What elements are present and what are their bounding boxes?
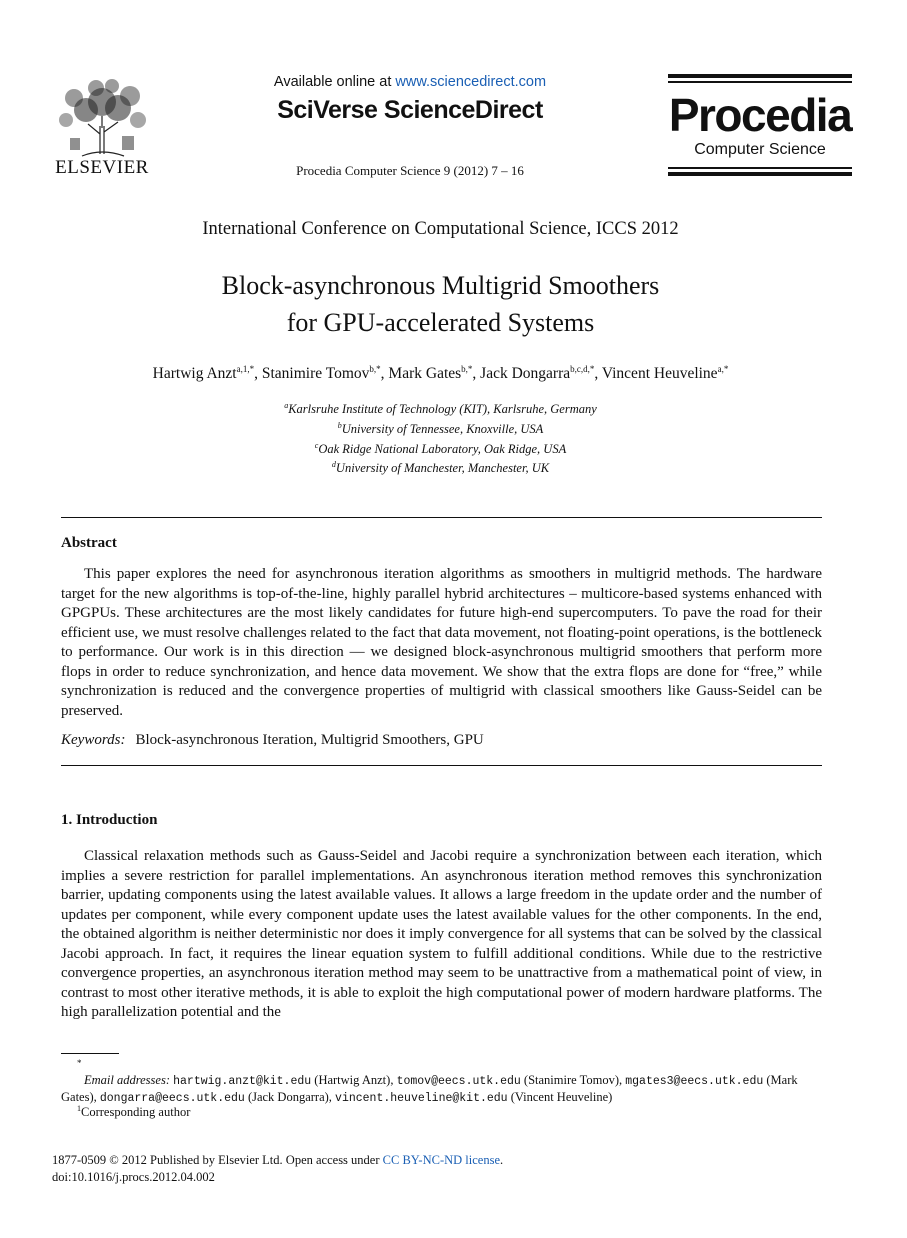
sciencedirect-link[interactable]: www.sciencedirect.com [395,74,547,90]
affiliation-text: Oak Ridge National Laboratory, Oak Ridge, USA [318,441,567,456]
available-prefix: Available online at [273,74,396,90]
platform-logo: SciVerse ScienceDirect [277,96,543,124]
author-list: Hartwig Anzt$^{a,1,*}$, Stanimire Tomov$^{b,*}$, Mark Gates$^{b,*}$, Jack Dongarra$^{b,c,d,*}$, Vincent Heuveline$^{a,*}$ [152,364,729,383]
journal-citation: Procedia Computer Science 9 (2012) 7 – 16 [296,163,524,178]
email-footnote: Email addresses: hartwig.anzt@kit.edu (Hartwig Anzt), tomov@eecs.utk.edu (Stanimire Tomov), mgates3@eecs.utk.edu (Mark Gates), dongarra@eecs.utk.edu (Jack Dongarra), vincent.heuveline@kit.edu (Vincent Heuveline) [61,1073,798,1105]
introduction-paragraph: Classical relaxation methods such as Gauss-Seidel and Jacobi require a synchronization between each iteration, which implies a severe restriction for parallel implementations. An asynchronous iteration method removes this synchronization barrier, updating components using the latest available values. It allows a large freedom in the update order and the number of updates per component, while every component update uses the latest available values for the other components. In the end, the obtained algorithm is neither deterministic nor does it imply convergence for all systems that can be solved by the classical Jacobi approach. In fact, it requires the linear equation system to fulfill additional conditions. While due to the restrictive convergence properties, an asynchronous iteration method may seem to be unattractive from a mathematical point of view, in contrast to most other iterative methods, it is able to exploit the high computational power of modern hardware platforms. The high parallelization potential and the [61,848,822,1020]
logo-rule [668,167,852,169]
affiliation [0,418,881,438]
email-owner: (Jack Dongarra) [247,1089,329,1104]
logo-rule [668,81,852,83]
email-label: Email addresses: [84,1073,170,1087]
keywords-label: Keywords: [61,732,126,748]
title-line-2: for GPU-accelerated Systems [286,308,595,337]
abstract-heading: Abstract [61,535,117,551]
paper-title [0,267,881,341]
logo-rule [668,172,852,176]
author-name: Vincent Heuveline [601,365,718,383]
abstract-paragraph: This paper explores the need for asynchronous iteration algorithms as smoothers in multigrid methods. The hardware target for the new algorithms is top-of-the-line, highly parallel hybrid architectures – multicore-based systems enhanced with GPGPUs. These architectures are the most likely candidates for future high-end supercomputers. To pave the road for their efficient use, we must resolve challenges related to the fact that data movement, not floating-point operations, is the bottleneck to performance. Our work is in this direction — we designed block-asynchronous multigrid smoothers that perform more flops in order to reduce synchronization, and hence data movement. We show that the extra flops are done for “free,” while synchronization is reduced and the convergence properties of multigrid with classical smoothers like Gauss-Seidel can be preserved. [61,566,822,719]
affiliation-text: University of Manchester, Manchester, UK [335,461,550,476]
available-online [210,74,610,90]
keywords [61,732,484,749]
abstract-body [61,565,822,721]
email-address[interactable]: tomov@eecs.utk.edu [396,1075,521,1088]
affiliation-sup: d [331,460,336,470]
email-address[interactable]: hartwig.anzt@kit.edu [173,1075,312,1088]
affiliation-list [0,398,881,477]
affiliation-sup: b [337,420,342,430]
affiliation [0,457,881,477]
affiliation [0,438,881,458]
affiliation-sup: c [314,440,319,450]
conference-name: International Conference on Computational Science, ICCS 2012 [202,219,679,239]
doi: doi:10.1016/j.procs.2012.04.002 [52,1170,215,1184]
author-sup: b,* [369,364,381,374]
author-sup: b,c,d,* [570,364,595,374]
license-period: . [500,1153,504,1167]
keywords-values: Block-asynchronous Iteration, Multigrid Smoothers, GPU [135,732,484,748]
email-address[interactable]: dongarra@eecs.utk.edu [99,1091,245,1105]
email-owner: (Vincent Heuveline) [510,1089,613,1104]
logo-rule [668,74,852,78]
title-line-1: Block-asynchronous Multigrid Smoothers [221,271,660,300]
license-link[interactable]: CC BY-NC-ND license [382,1153,500,1167]
author-name: Stanimire Tomov [261,365,370,383]
author-sup: b,* [461,364,473,374]
abstract-bottom-rule [61,765,822,766]
introduction-body [61,847,822,1023]
publisher-wordmark: ELSEVIER [55,157,149,178]
footnote-number: 1 [77,1104,81,1113]
author-name: Jack Dongarra [480,365,571,383]
abstract-top-rule [61,517,822,518]
affiliation-text: University of Tennessee, Knoxville, USA [341,421,544,436]
email-address[interactable]: vincent.heuveline@kit.edu [335,1091,508,1105]
corresponding-author-note [77,1104,190,1120]
footnote-rule [61,1053,119,1054]
author-name: Hartwig Anzt [152,365,237,383]
affiliation [0,398,881,418]
email-owner: (Stanimire Tomov) [523,1073,619,1087]
author-sup: a,1,* [236,364,255,374]
email-owner: (Hartwig Anzt) [314,1073,391,1087]
journal-logo-title: Procedia [668,89,852,141]
copyright-line [52,1153,503,1168]
journal-logo-subtitle: Computer Science [694,141,826,158]
section-heading: 1. Introduction [61,812,158,828]
open-access-text: Open access under [282,1153,383,1167]
footnote-mark: * [77,1058,82,1068]
email-owner: (Mark Gates) [61,1073,798,1104]
author-sup: a,* [717,364,729,374]
email-address[interactable]: mgates3@eecs.utk.edu [625,1075,764,1088]
affiliation-sup: a [284,401,289,410]
issn-copyright: 1877-0509 © 2012 Published by Elsevier Ltd. [52,1153,283,1167]
corresponding-author-text: Corresponding author [81,1105,191,1120]
affiliation-text: Karlsruhe Institute of Technology (KIT), Karlsruhe, Germany [288,402,597,417]
author-name: Mark Gates [388,365,462,383]
